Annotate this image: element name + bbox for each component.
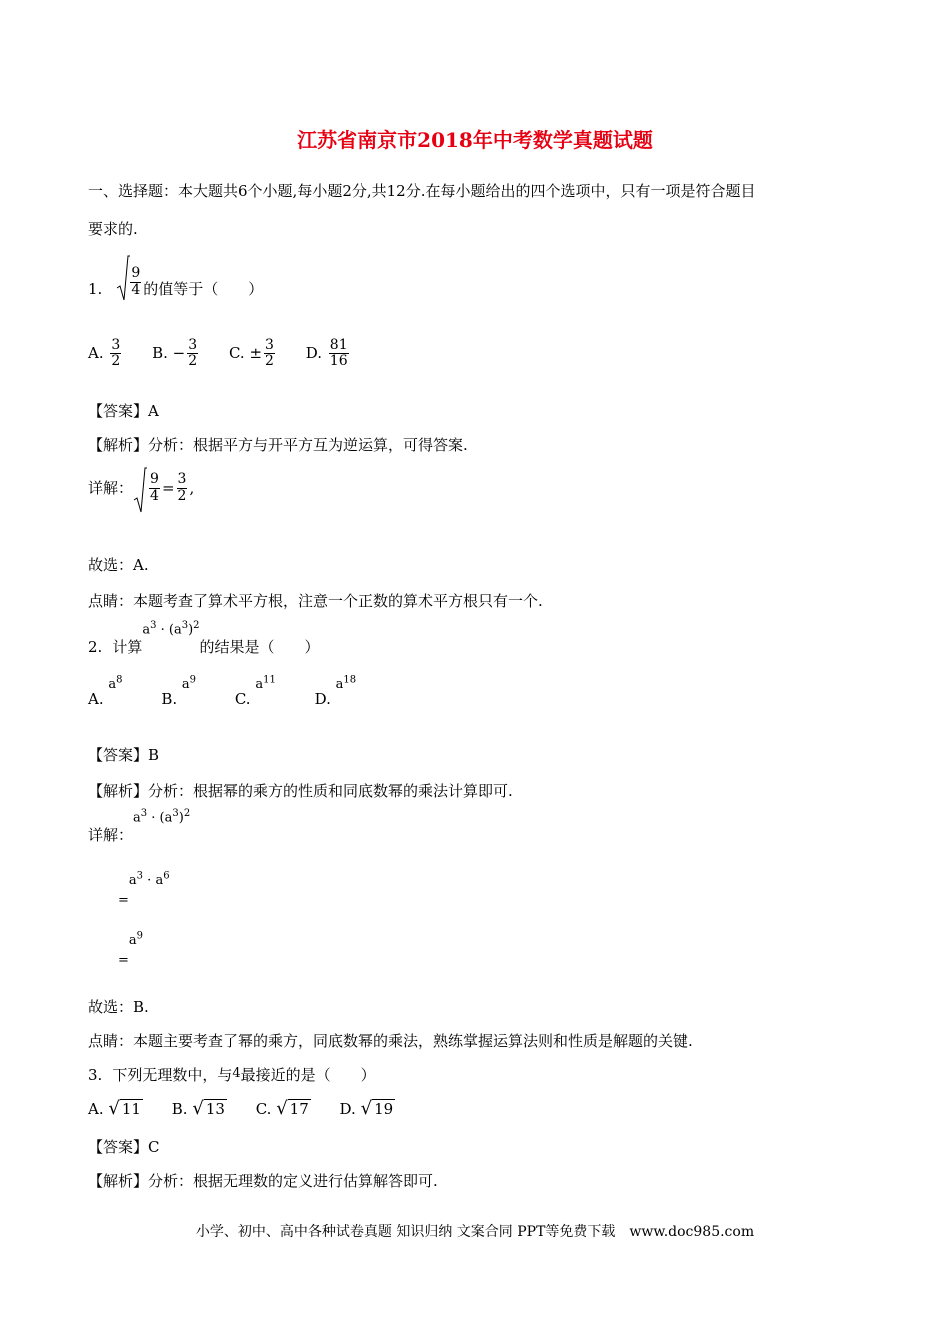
question-3-stem: 3. 下列无理数中，与4最接近的是（ ） bbox=[88, 1066, 376, 1084]
detail-label: 详解： bbox=[88, 826, 134, 844]
sqrt-symbol bbox=[116, 254, 130, 298]
answer: 【答案】B bbox=[88, 746, 160, 764]
equals: = bbox=[161, 479, 175, 497]
analysis: 【解析】分析：根据平方与开平方互为逆运算，可得答案. bbox=[88, 436, 468, 454]
question-1-options bbox=[88, 338, 375, 370]
question-number: 2. bbox=[88, 638, 103, 656]
question-1-text: 的值等于（ ） bbox=[143, 280, 264, 298]
question-number: 3. bbox=[88, 1066, 103, 1084]
option-d: D. √ 19 bbox=[339, 1098, 394, 1119]
question-3-options bbox=[88, 1098, 419, 1120]
radicand-numerator: 9 bbox=[131, 265, 141, 282]
page-title: 江苏省南京市2018年中考数学真题试题 bbox=[297, 128, 653, 152]
comma: , bbox=[189, 479, 195, 497]
result-fraction: $\frac{3}{2}$ bbox=[177, 471, 187, 504]
footer-text: 小学、初中、高中各种试卷真题 知识归纳 文案合同 PPT等免费下载 www.doc985.com bbox=[195, 1224, 755, 1240]
question-2-options bbox=[88, 674, 380, 709]
option-a: A. √ 11 bbox=[88, 1098, 141, 1119]
stem-suffix: 的结果是（ ） bbox=[199, 638, 320, 656]
radicand-denominator: 4 bbox=[131, 281, 141, 298]
analysis: 【解析】分析：根据无理数的定义进行估算解答即可. bbox=[88, 1172, 438, 1190]
option-a: A. $\frac{3}{2}$ bbox=[88, 337, 121, 370]
expression: $a^3 \cdot (a^3)^2$ bbox=[133, 808, 191, 826]
radicand-fraction: $\frac{9}{4}$ bbox=[150, 471, 159, 504]
section-heading-cont: 要求的. bbox=[88, 220, 138, 238]
option-d: D. $\frac{81}{16}$ bbox=[305, 337, 348, 370]
option-d: D. $a^{18}$ bbox=[314, 674, 357, 708]
expression: $a^3 \cdot (a^3)^2$ bbox=[142, 620, 200, 638]
analysis: 【解析】分析：根据幂的乘方的性质和同底数幂的乘法计算即可. bbox=[88, 782, 513, 800]
question-1-stem bbox=[88, 250, 263, 298]
option-c: C. ± $\frac{3}{2}$ bbox=[228, 337, 274, 370]
step-2: $=a^9$ bbox=[118, 930, 144, 968]
option-b: B. − $\frac{3}{2}$ bbox=[152, 337, 198, 370]
detail-label: 详解： bbox=[88, 479, 134, 497]
option-c: C. $a^{11}$ bbox=[234, 674, 276, 708]
equals: = bbox=[118, 893, 129, 908]
section-heading: 一、选择题：本大题共6个小题,每小题2分,共12分.在每小题给出的四个选项中，只有一项是符合题目 bbox=[88, 182, 756, 200]
question-2-stem bbox=[88, 620, 320, 656]
detail-solution bbox=[88, 808, 191, 844]
choice-statement: 故选：A. bbox=[88, 556, 149, 574]
option-c: C. √ 17 bbox=[255, 1098, 309, 1119]
stem-prefix: 计算 bbox=[112, 638, 143, 656]
question-number: 1. bbox=[88, 280, 103, 298]
answer: 【答案】C bbox=[88, 1138, 160, 1156]
option-b: B. $a^9$ bbox=[161, 674, 197, 708]
equals: = bbox=[118, 953, 129, 968]
step-1: $=a^3 \cdot a^6$ bbox=[118, 870, 170, 908]
comment: 点睛：本题考查了算术平方根，注意一个正数的算术平方根只有一个. bbox=[88, 592, 543, 610]
option-a: A. $a^8$ bbox=[88, 674, 123, 708]
choice-statement: 故选：B. bbox=[88, 998, 149, 1016]
detail-solution bbox=[88, 464, 194, 512]
answer: 【答案】A bbox=[88, 402, 159, 420]
option-b: B. √ 13 bbox=[171, 1098, 225, 1119]
comment: 点睛：本题主要考查了幂的乘方，同底数幂的乘法，熟练掌握运算法则和性质是解题的关键. bbox=[88, 1032, 693, 1050]
sqrt-symbol bbox=[133, 466, 147, 510]
radicand-fraction bbox=[130, 266, 141, 298]
